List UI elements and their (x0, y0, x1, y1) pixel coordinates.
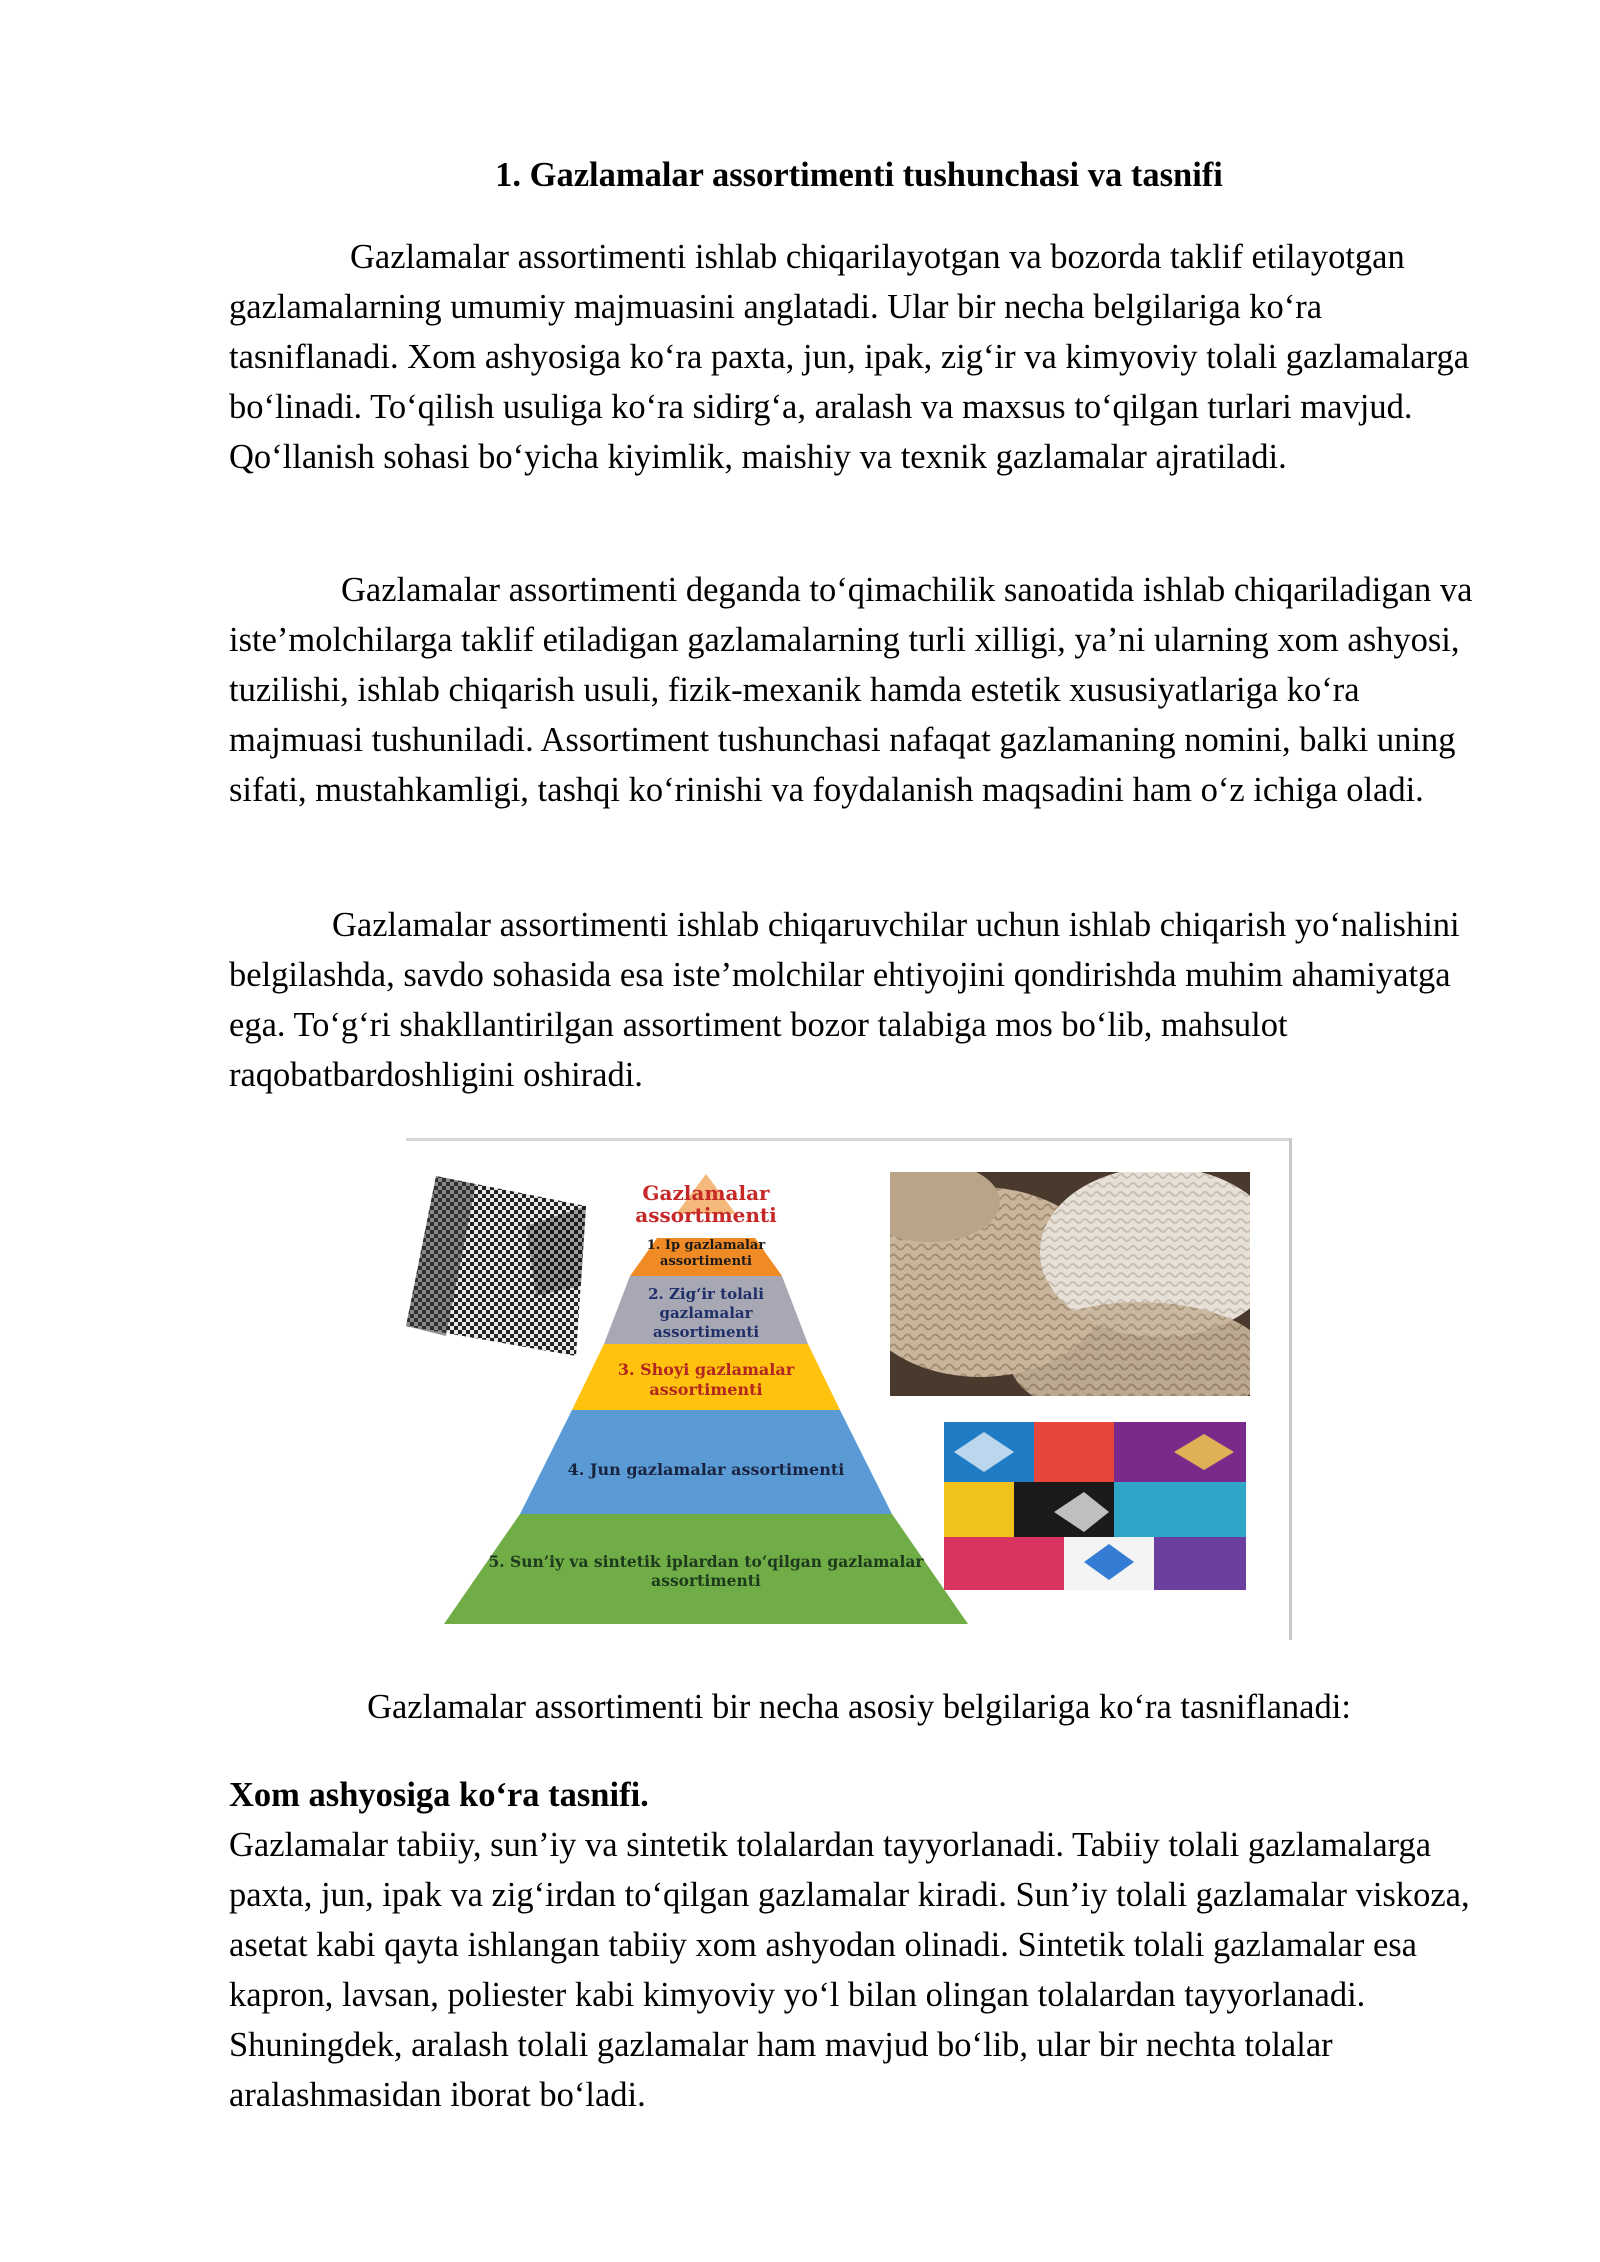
pyramid-title: Gazlamalar assortimenti (635, 1181, 777, 1227)
pyramid-level-3-label: 3. Shoyi gazlamalar assortimenti (617, 1360, 795, 1399)
paragraph-text: Gazlamalar assortimenti deganda to‘qimachilik sanoatida ishlab chiqariladigan va iste’molchilarga taklif etiladigan gazlamalarning turli xilligi, ya’ni ularning xom ashyosi, tuzilishi, ishlab chiqarish usuli, fizik-mexanik hamda estetik xususiyatlariga ko‘ra majmuasi tushuniladi. Assortiment tushunchasi nafaqat gazlamaning nomini, balki uning sifati, mustahkamligi, tashqi ko‘rinishi va foydalanish maqsadini ham o‘z ichiga oladi. (229, 571, 1473, 809)
figure-caption: Gazlamalar assortimenti bir necha asosiy belgilariga ko‘ra tasniflanadi: (367, 1688, 1351, 1726)
assortment-pyramid (406, 1138, 1006, 1640)
section-text: Gazlamalar tabiiy, sun’iy va sintetik tolalardan tayyorlanadi. Tabiiy tolali gazlamalarga paxta, jun, ipak va zig‘irdan to‘qilgan gazlamalar kiradi. Sun’iy tolali gazlamalar viskoza, asetat kabi qayta ishlangan tabiiy xom ashyodan olinadi. Sintetik tolali gazlamalar esa kapron, lavsan, poliester kabi kimyoviy yo‘l bilan olingan tolalardan tayyorlanadi. Shuningdek, aralash tolali gazlamalar ham mavjud bo‘lib, ular bir nechta tolalar aralashmasidan iborat bo‘ladi. (229, 1826, 1470, 2114)
section-raw-material (229, 1770, 1489, 2120)
page-title: 1. Gazlamalar assortimenti tushunchasi va tasnifi (495, 156, 1223, 194)
paragraph-3 (229, 900, 1489, 1100)
assortment-figure (406, 1138, 1292, 1640)
pyramid-level-4-label: 4. Jun gazlamalar assortimenti (567, 1460, 845, 1479)
paragraph-1 (229, 232, 1489, 482)
pyramid-level-1-label: 1. Ip gazlamalar assortimenti (646, 1238, 766, 1269)
paragraph-2 (229, 565, 1489, 815)
paragraph-text: Gazlamalar assortimenti ishlab chiqarilayotgan va bozorda taklif etilayotgan gazlamalarning umumiy majmuasini anglatadi. Ular bir necha belgilariga ko‘ra tasniflanadi. Xom ashyosiga ko‘ra paxta, jun, ipak, zig‘ir va kimyoviy tolali gazlamalarga bo‘linadi. To‘qilish usuliga ko‘ra sidirg‘a, aralash va maxsus to‘qilgan turlari mavjud. Qo‘llanish sohasi bo‘yicha kiyimlik, maishiy va texnik gazlamalar ajratiladi. (229, 238, 1470, 476)
paragraph-text: Gazlamalar assortimenti ishlab chiqaruvchilar uchun ishlab chiqarish yo‘nalishini belgilashda, savdo sohasida esa iste’molchilar ehtiyojini qondirishda muhim ahamiyatga ega. To‘g‘ri shakllantirilgan assortiment bozor talabiga mos bo‘lib, mahsulot raqobatbardoshligini oshiradi. (229, 906, 1460, 1094)
section-heading: Xom ashyosiga ko‘ra tasnifi. (229, 1776, 649, 1814)
pyramid-level-2-label: 2. Zig‘ir tolali gazlamalar assortimenti (648, 1285, 764, 1341)
pyramid-level-5-label: 5. Sun’iy va sintetik iplardan to‘qilgan gazlamalar assortimenti (488, 1552, 924, 1590)
figure-border-right (1289, 1138, 1292, 1640)
